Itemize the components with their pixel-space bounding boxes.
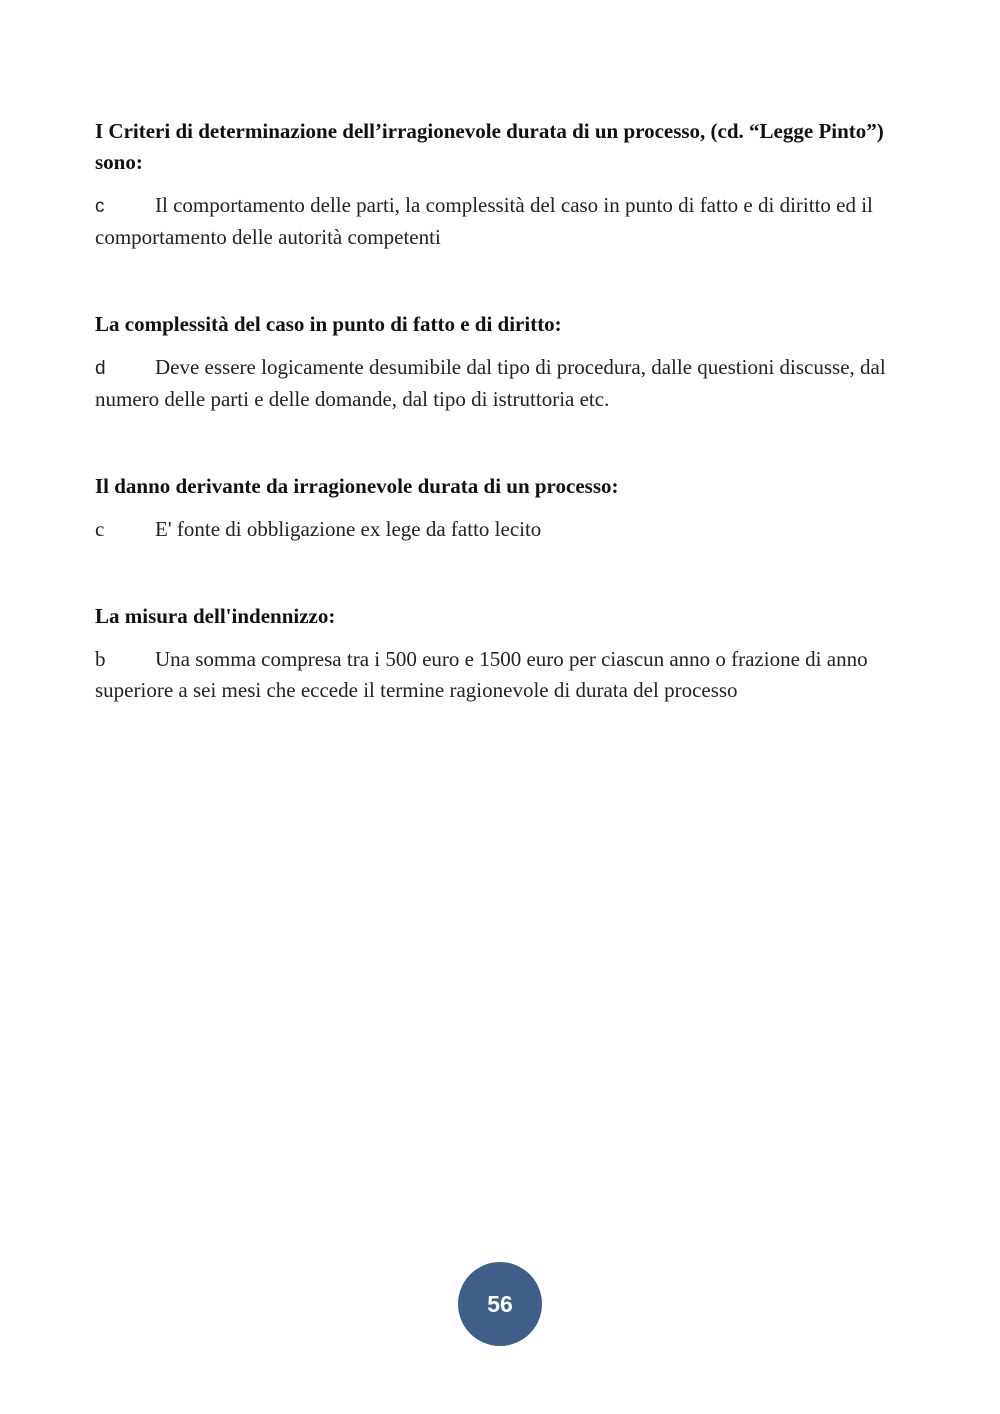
qa-block-3 bbox=[95, 471, 905, 545]
answer-paragraph bbox=[95, 514, 905, 545]
answer-text: Il comportamento delle parti, la complessità del caso in punto di fatto e di diritto ed il comportamento delle autorità competenti bbox=[95, 193, 873, 249]
answer-text: Una somma compresa tra i 500 euro e 1500 euro per ciascun anno o frazione di anno superiore a sei mesi che eccede il termine ragionevole di durata del processo bbox=[95, 647, 868, 702]
page-content bbox=[95, 116, 905, 762]
answer-letter: c bbox=[95, 196, 105, 217]
answer-text: E' fonte di obbligazione ex lege da fatto lecito bbox=[155, 517, 542, 541]
answer-letter: d bbox=[95, 358, 106, 379]
answer-paragraph bbox=[95, 190, 905, 253]
qa-block-1 bbox=[95, 116, 905, 253]
question-text: La complessità del caso in punto di fatto e di diritto: bbox=[95, 312, 562, 336]
answer-letter: c bbox=[95, 517, 105, 541]
qa-block-2 bbox=[95, 309, 905, 415]
question-text: I Criteri di determinazione dell’irragionevole durata di un processo, (cd. “Legge Pinto”) sono: bbox=[95, 119, 884, 174]
answer-paragraph bbox=[95, 644, 905, 706]
question-text: La misura dell'indennizzo: bbox=[95, 604, 336, 628]
qa-block-4 bbox=[95, 601, 905, 706]
page-number-badge bbox=[458, 1262, 542, 1346]
answer-paragraph bbox=[95, 352, 905, 415]
question-text: Il danno derivante da irragionevole durata di un processo: bbox=[95, 474, 619, 498]
answer-letter: b bbox=[95, 647, 106, 671]
page-number: 56 bbox=[487, 1290, 513, 1317]
answer-text: Deve essere logicamente desumibile dal tipo di procedura, dalle questioni discusse, dal numero delle parti e delle domande, dal tipo di istruttoria etc. bbox=[95, 355, 886, 411]
